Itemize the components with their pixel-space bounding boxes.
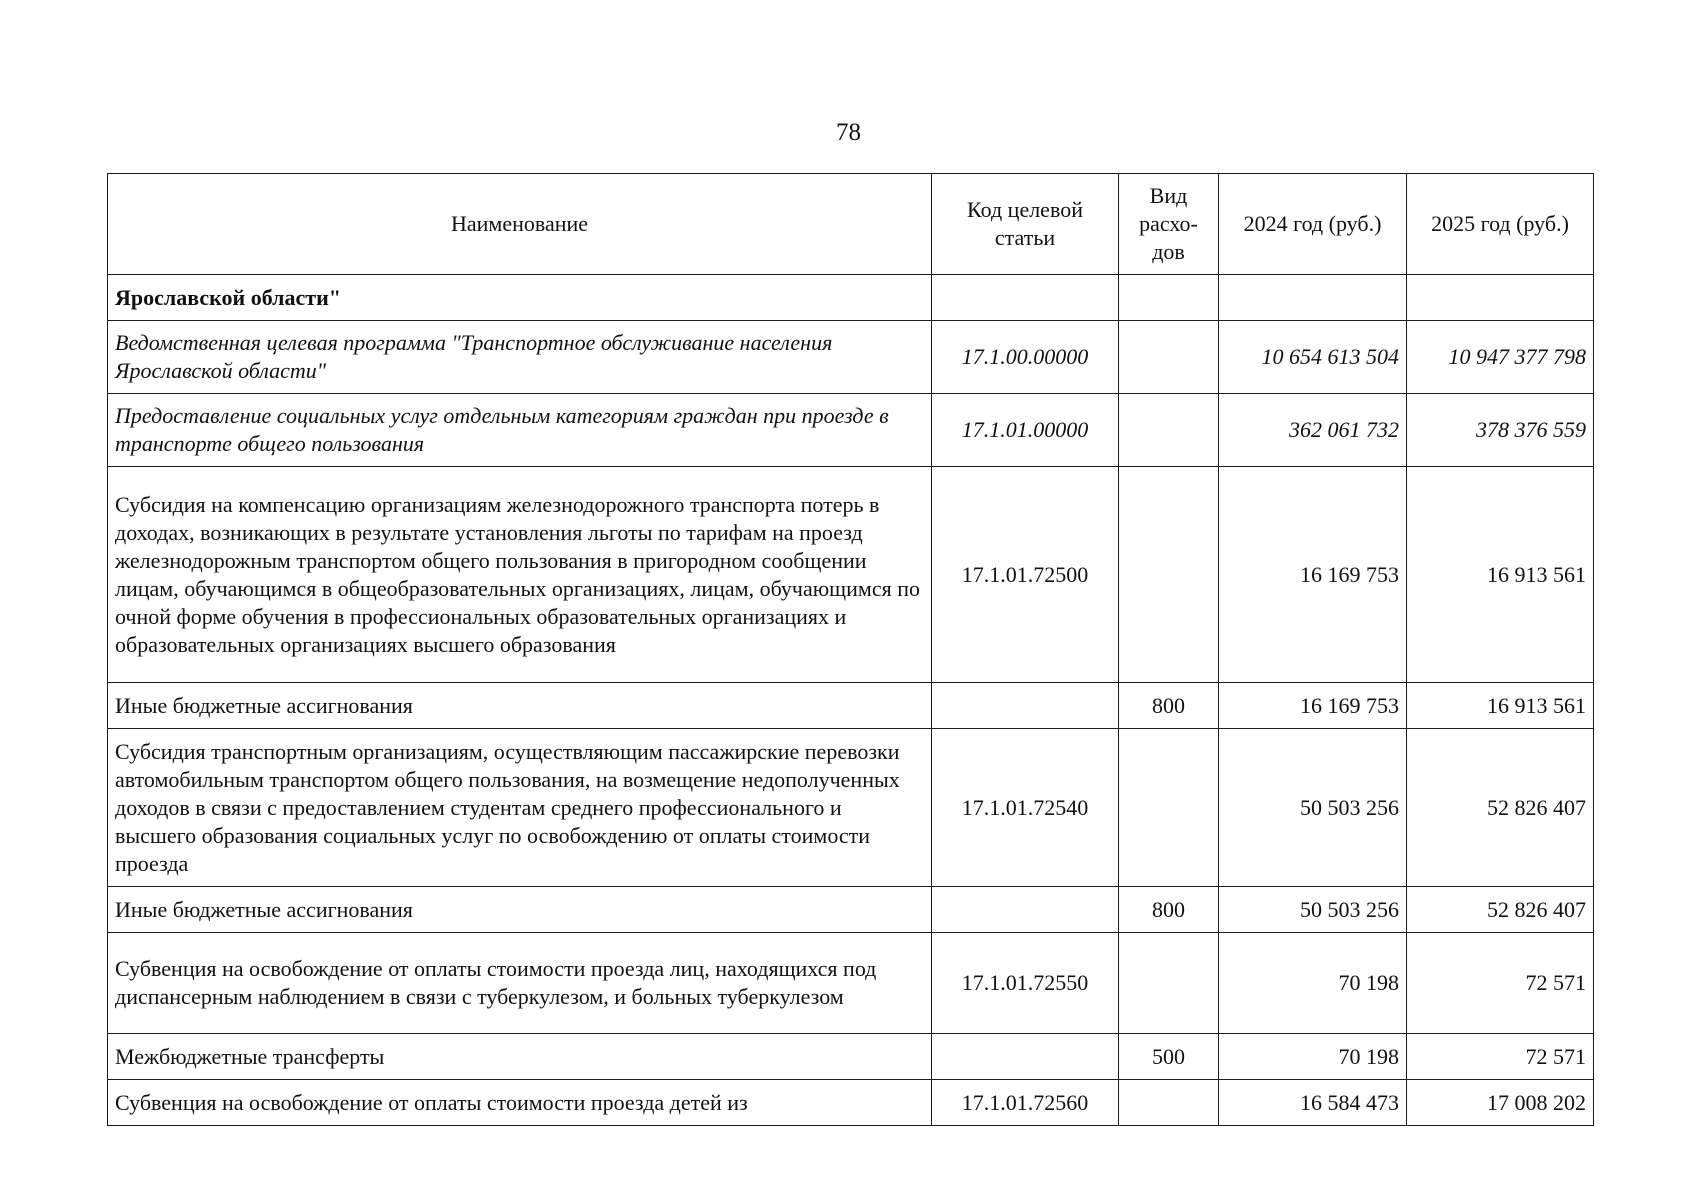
row-2025: 52 826 407 <box>1407 729 1594 887</box>
row-2025: 10 947 377 798 <box>1407 321 1594 394</box>
header-name: Наименование <box>108 174 932 275</box>
row-2024: 10 654 613 504 <box>1219 321 1407 394</box>
table-row <box>108 683 1594 729</box>
row-name: Иные бюджетные ассигнования <box>108 887 932 933</box>
row-2025 <box>1407 275 1594 321</box>
row-name: Предоставление социальных услуг отдельным категориям граждан при проезде в транспорте общего пользования <box>108 394 932 467</box>
table-row <box>108 933 1594 1034</box>
row-code: 17.1.01.72560 <box>932 1080 1119 1126</box>
row-name: Иные бюджетные ассигнования <box>108 683 932 729</box>
row-2025: 378 376 559 <box>1407 394 1594 467</box>
header-2024: 2024 год (руб.) <box>1219 174 1407 275</box>
row-kind: 800 <box>1119 683 1219 729</box>
row-code <box>932 683 1119 729</box>
row-kind: 500 <box>1119 1034 1219 1080</box>
row-kind: 800 <box>1119 887 1219 933</box>
row-2024: 16 169 753 <box>1219 467 1407 683</box>
header-code: Код целевой статьи <box>932 174 1119 275</box>
row-2025: 72 571 <box>1407 1034 1594 1080</box>
table-row <box>108 887 1594 933</box>
row-code <box>932 1034 1119 1080</box>
table-row <box>108 275 1594 321</box>
row-2024: 50 503 256 <box>1219 729 1407 887</box>
table-row <box>108 467 1594 683</box>
row-name: Ярославской области" <box>108 275 932 321</box>
row-name: Субсидия на компенсацию организациям железнодорожного транспорта потерь в доходах, возникающих в результате установления льготы по тарифам на проезд железнодорожным транспортом общего пользования в пригородном сообщении лицам, обучающимся в общеобразовательных организациях, лицам, обучающимся по очной форме обучения в профессиональных образовательных организациях и образовательных организациях высшего образования <box>108 467 932 683</box>
row-name: Субвенция на освобождение от оплаты стоимости проезда лиц, находящихся под диспансерным наблюдением в связи с туберкулезом, и больных туберкулезом <box>108 933 932 1034</box>
row-name: Субсидия транспортным организациям, осуществляющим пассажирские перевозки автомобильным транспортом общего пользования, на возмещение недополученных доходов в связи с предоставлением студентам среднего профессионального и высшего образования социальных услуг по освобождению от оплаты стоимости проезда <box>108 729 932 887</box>
table-row <box>108 729 1594 887</box>
row-code: 17.1.01.00000 <box>932 394 1119 467</box>
table-row <box>108 321 1594 394</box>
row-name: Ведомственная целевая программа "Транспортное обслуживание населения Ярославской области" <box>108 321 932 394</box>
row-2025: 52 826 407 <box>1407 887 1594 933</box>
header-2025: 2025 год (руб.) <box>1407 174 1594 275</box>
row-kind <box>1119 933 1219 1034</box>
row-2024: 362 061 732 <box>1219 394 1407 467</box>
row-2024: 16 584 473 <box>1219 1080 1407 1126</box>
row-kind <box>1119 467 1219 683</box>
row-2024: 70 198 <box>1219 1034 1407 1080</box>
row-2025: 16 913 561 <box>1407 683 1594 729</box>
row-kind <box>1119 1080 1219 1126</box>
budget-table <box>107 173 1594 1126</box>
row-2025: 72 571 <box>1407 933 1594 1034</box>
table-row <box>108 1034 1594 1080</box>
row-name: Субвенция на освобождение от оплаты стоимости проезда детей из <box>108 1080 932 1126</box>
header-kind: Вид расхо-дов <box>1119 174 1219 275</box>
row-kind <box>1119 275 1219 321</box>
page-number: 78 <box>836 119 861 146</box>
row-kind <box>1119 321 1219 394</box>
row-code: 17.1.01.72540 <box>932 729 1119 887</box>
row-2025: 16 913 561 <box>1407 467 1594 683</box>
row-kind <box>1119 729 1219 887</box>
row-code: 17.1.01.72500 <box>932 467 1119 683</box>
row-2024: 16 169 753 <box>1219 683 1407 729</box>
table-row <box>108 394 1594 467</box>
row-code <box>932 275 1119 321</box>
row-2024 <box>1219 275 1407 321</box>
table-row <box>108 1080 1594 1126</box>
row-code: 17.1.00.00000 <box>932 321 1119 394</box>
row-2025: 17 008 202 <box>1407 1080 1594 1126</box>
row-kind <box>1119 394 1219 467</box>
row-code <box>932 887 1119 933</box>
row-code: 17.1.01.72550 <box>932 933 1119 1034</box>
row-2024: 50 503 256 <box>1219 887 1407 933</box>
row-name: Межбюджетные трансферты <box>108 1034 932 1080</box>
row-2024: 70 198 <box>1219 933 1407 1034</box>
header-row <box>108 174 1594 275</box>
